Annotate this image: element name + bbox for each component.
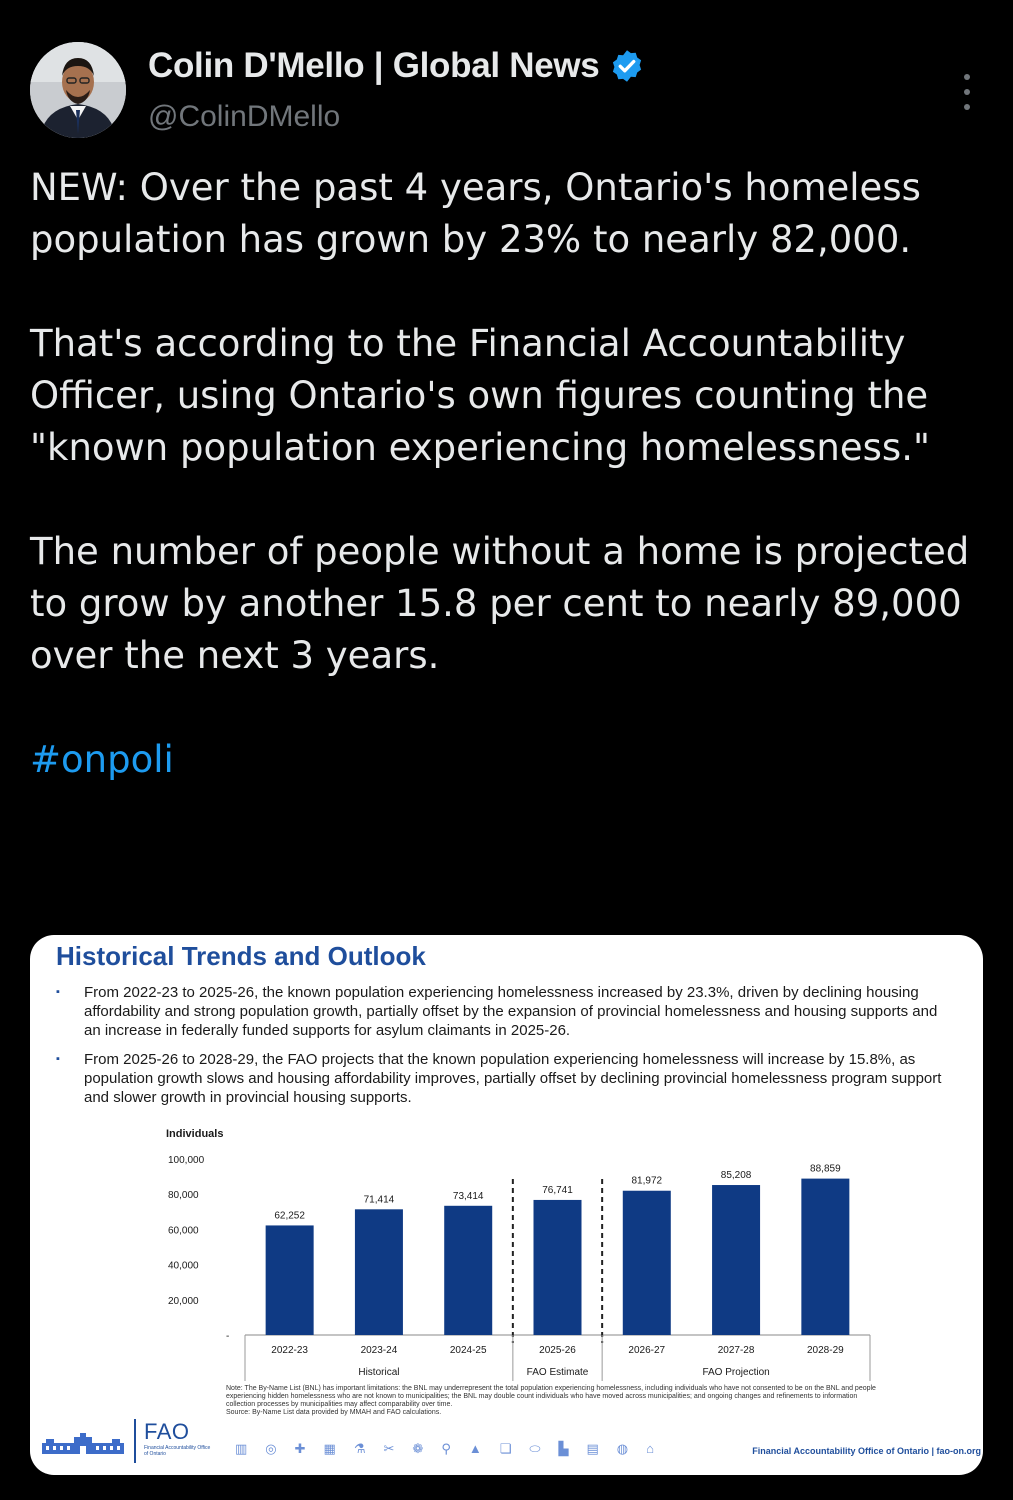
bar-value-label: 73,414 [452,1190,484,1202]
avatar[interactable] [30,42,126,138]
fao-logo-subtext: Financial Accountability Office of Ontario [144,1445,211,1457]
bar-chart [160,1123,880,1385]
bar-value-label: 76,741 [542,1184,573,1196]
author-row [148,46,645,86]
tweet-paragraph-1: NEW: Over the past 4 years, Ontario's homeless population has grown by 23% to nearly 82,000. [30,166,921,261]
attached-image[interactable] [30,935,983,1475]
x-tick-label: 2028-29 [807,1345,844,1356]
card-title: Historical Trends and Outlook [56,941,426,971]
tools-icon: ✂ [383,1441,395,1456]
group-label: FAO Projection [702,1367,770,1378]
chart-note-text: Note: The By-Name List (BNL) has important limitations: the BNL may underrepresent the total population experiencing homelessness, including individuals who have not consented to be on the BNL and people experiencing hidden homelessness who are not known to municipalities; the BNL may double count individuals who have moved across municipalities; and ongoing changes and refinements to information collection processes by municipalities may affect comparability over time. [226,1385,876,1408]
x-tick-label: 2026-27 [628,1345,666,1356]
bar-chart-icon: ▥ [235,1441,248,1456]
card-bullet-1: ▪ From 2022-23 to 2025-26, the known population experiencing homelessness increased by 23.3%, driven by declining housing affordability and strong population growth, partially offset by the expansion of provincial homelessness and housing supports and an increase in federally funded supports for asylum claimants in 2025-26. [56,983,956,1040]
bar-value-label: 81,972 [631,1175,663,1187]
hashtag-link[interactable]: #onpoli [30,738,174,781]
bar-chart-svg [160,1123,880,1385]
y-tick-label: 100,000 [168,1155,205,1166]
bank-icon: ⌂ [646,1441,654,1456]
x-tick-label: 2025-26 [539,1345,576,1356]
tweet-paragraph-3: The number of people without a home is projected to grow by another 15.8 per cent to nearly 89,000 over the next 3 years. [30,530,970,677]
verified-badge-icon [609,48,645,84]
fao-logo-text: FAO [144,1419,190,1444]
bar-2028-29 [801,1179,849,1335]
y-tick-label: - [226,1331,230,1342]
bar-2022-23 [266,1225,314,1335]
group-label: FAO Estimate [526,1367,589,1378]
graduation-cap-icon: ▲ [468,1441,482,1456]
bar-2025-26 [534,1200,582,1335]
avatar-image [30,42,126,138]
card-bullet-2: ▪ From 2025-26 to 2028-29, the FAO projects that the known population experiencing homelessness will increase by 15.8%, as population growth slows and housing affordability improves, partially offset by declining provincial homelessness program support and slower growth in provincial housing supports. [56,1050,956,1107]
chart-source-text: Source: By-Name List data provided by MMAH and FAO calculations. [226,1409,442,1416]
fao-logo [134,1419,214,1463]
bar-2023-24 [355,1209,403,1335]
x-tick-label: 2027-28 [717,1345,755,1356]
y-tick-label: 60,000 [168,1225,199,1237]
author-handle[interactable]: @ColinDMello [148,100,341,133]
author-name[interactable]: Colin D'Mello | Global News [148,46,600,85]
tweet-paragraph-2: That's according to the Financial Accountability Officer, using Ontario's own figures counting the "known population experiencing homelessness." [30,322,930,469]
bar-2026-27 [623,1191,671,1335]
y-tick-label: 80,000 [168,1190,199,1202]
card-footer [30,1413,983,1473]
card-bullets [56,983,956,1117]
buildings-icon: ▤ [586,1441,599,1456]
bar-value-label: 88,859 [810,1163,841,1175]
bar-2027-28 [712,1185,760,1335]
tweet-body [30,162,980,786]
car-icon: ⬭ [529,1441,541,1456]
x-tick-label: 2024-25 [449,1345,487,1356]
target-icon: ◎ [265,1441,277,1456]
fao-website-link: Financial Accountability Office of Ontario | fao-on.org [752,1446,981,1456]
tweet-header [30,40,990,140]
gear-cluster-icon: ❁ [412,1441,424,1456]
y-axis-label: Individuals [166,1128,224,1140]
bar-value-label: 71,414 [363,1194,395,1206]
footer-icon-row [235,1441,654,1457]
x-tick-label: 2022-23 [271,1345,308,1356]
lab-flask-icon: ⚗ [353,1441,366,1456]
y-tick-label: 40,000 [168,1260,199,1272]
bar-2024-25 [444,1206,492,1335]
group-label: Historical [358,1367,400,1378]
x-tick-label: 2023-24 [360,1345,398,1356]
bar-value-label: 62,252 [274,1210,305,1222]
search-icon: ⚲ [441,1441,451,1456]
truck-icon: ▙ [558,1441,569,1456]
document-icon: ❏ [499,1441,512,1456]
health-cross-icon: ✚ [294,1441,306,1456]
legislature-building-icon [40,1433,126,1455]
y-tick-label: 20,000 [168,1295,199,1307]
bar-value-label: 85,208 [720,1170,752,1182]
more-options-icon[interactable] [962,74,972,110]
city-icon: ▦ [323,1441,336,1456]
globe-icon: ◍ [616,1441,629,1456]
